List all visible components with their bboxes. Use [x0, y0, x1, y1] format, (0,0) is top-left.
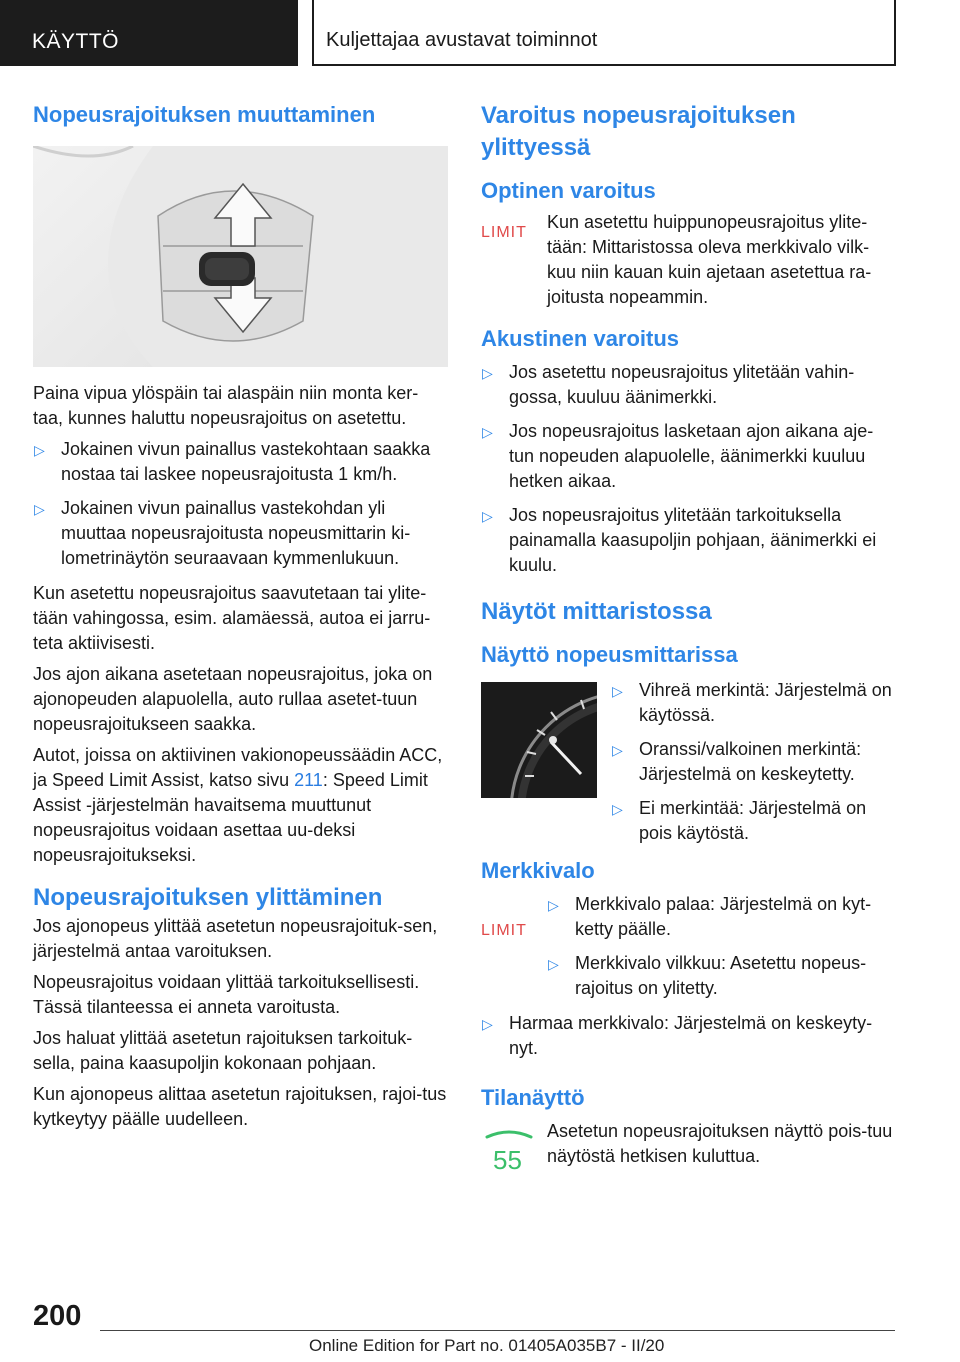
triangle-bullet-icon: ▷: [482, 1016, 493, 1032]
heading-warning: Varoitus nopeusrajoituksen ylittyessä: [481, 102, 796, 161]
list-item: ▷ Jokainen vivun painallus vastekohtaan saakka nostaa tai laskee nopeusrajoitusta 1 km/h.: [34, 439, 431, 484]
paragraph-exceed-warning: Jos ajonopeus ylittää asetetun nopeusrajoituk-sen, järjestelmä antaa varoituksen.: [33, 916, 438, 961]
chapter-title: Kuljettajaa avustavat toiminnot: [312, 0, 896, 66]
heading-changing-limit: Nopeusrajoituksen muuttaminen: [33, 102, 376, 127]
heading-optical-warning: Optinen varoitus: [481, 178, 656, 203]
list-item: ▷ Jokainen vivun painallus vastekohdan yli muuttaa nopeusrajoitusta nopeusmittarin ki-lometrinäytön seuraavaan kymmenlukuun.: [34, 498, 411, 568]
triangle-bullet-icon: ▷: [34, 501, 45, 517]
triangle-bullet-icon: ▷: [482, 508, 493, 524]
page-link-211[interactable]: 211: [294, 770, 323, 790]
speedometer-dial: [481, 682, 597, 798]
triangle-bullet-icon: ▷: [482, 365, 493, 381]
paragraph-set-during-drive: Jos ajon aikana asetetaan nopeusrajoitus, joka on ajonopeuden alapuolella, auto rullaa asetet-tuun nopeusrajoitukseen saakka.: [33, 664, 433, 734]
status-display-block: [481, 1119, 895, 1179]
list-item: ▷ Harmaa merkkivalo: Järjestelmä on keskeyty-nyt.: [482, 1013, 873, 1058]
heading-acoustic-warning: Akustinen varoitus: [481, 326, 680, 351]
triangle-bullet-icon: ▷: [612, 742, 623, 758]
list-item: ▷ Oranssi/valkoinen merkintä: Järjestelmä on keskeytetty.: [612, 739, 862, 784]
limit-indicator-icon: LIMIT: [481, 922, 527, 939]
steering-wheel-lever-image: [33, 146, 448, 367]
list-item: ▷ Ei merkintää: Järjestelmä on pois käytöstä.: [612, 798, 867, 843]
heading-instrument-displays: Näytöt mittaristossa: [481, 598, 712, 625]
triangle-bullet-icon: ▷: [34, 442, 45, 458]
section-label: KÄYTTÖ: [0, 0, 298, 66]
list-item: ▷ Merkkivalo vilkkuu: Asetettu nopeus-rajoitus on ylitetty.: [548, 953, 867, 998]
heading-status-display: Tilanäyttö: [481, 1085, 585, 1110]
bullet-list-lever: [33, 437, 448, 571]
paragraph-exceed-how: Jos haluat ylittää asetetun rajoituksen tarkoituk-sella, paina kaasupoljin kokonaan pohjaan.: [33, 1028, 413, 1073]
paragraph-acc: Autot, joissa on aktiivinen vakionopeussäädin ACC, ja Speed Limit Assist, katso sivu 211: Speed Limit Assist -järjestelmän havaitsema muuttunut nopeusrajoitus voidaan asettaa uu-deksi nopeusrajoitukseksi.: [33, 745, 443, 865]
edition-note: Online Edition for Part no. 01405A035B7 - II/20: [309, 1336, 665, 1355]
speed-limit-status-icon: [481, 1125, 537, 1180]
speedometer-block: [481, 678, 895, 846]
page-header: [0, 0, 960, 66]
triangle-bullet-icon: ▷: [612, 801, 623, 817]
optical-warning-block: [481, 210, 895, 310]
lever-illustration: [33, 146, 448, 367]
bullet-list-speedometer: [611, 678, 895, 846]
right-column: [481, 100, 895, 1179]
triangle-bullet-icon: ▷: [548, 956, 559, 972]
heading-indicator-light: Merkkivalo: [481, 858, 595, 883]
triangle-bullet-icon: ▷: [612, 683, 623, 699]
list-item: ▷ Vihreä merkintä: Järjestelmä on käytössä.: [612, 680, 892, 725]
limit-indicator-icon: LIMIT: [481, 224, 527, 241]
bullet-list-indicator: [547, 892, 895, 1001]
status-speed-value: 55: [493, 1145, 522, 1175]
list-item: ▷ Merkkivalo palaa: Järjestelmä on kyt-ketty päälle.: [548, 894, 872, 939]
bullet-list-grey: [481, 1011, 895, 1061]
paragraph-status-display: Asetetun nopeusrajoituksen näyttö pois-tuu näytöstä hetkisen kuluttua.: [547, 1121, 893, 1166]
bullet-list-acoustic: [481, 360, 895, 578]
paragraph-press-lever: Paina vipua ylöspäin tai alaspäin niin monta ker-taa, kunnes haluttu nopeusrajoitus on asetettu.: [33, 383, 419, 428]
page-number: 200: [33, 1300, 82, 1332]
paragraph-reached-limit: Kun asetettu nopeusrajoitus saavutetaan tai ylite-tään vahingossa, esim. alamäessä, autoa ei jarru-teta aktiivisesti.: [33, 583, 431, 653]
triangle-bullet-icon: ▷: [482, 424, 493, 440]
triangle-bullet-icon: ▷: [548, 897, 559, 913]
paragraph-exceed-intentional: Nopeusrajoitus voidaan ylittää tarkoituksellisesti. Tässä tilanteessa ei anneta varoitusta.: [33, 972, 420, 1017]
footer-divider: [100, 1330, 895, 1331]
heading-exceeding-limit: Nopeusrajoituksen ylittäminen: [33, 884, 383, 911]
paragraph-below-limit: Kun ajonopeus alittaa asetetun rajoituksen, rajoi-tus kytkeytyy päälle uudelleen.: [33, 1084, 447, 1129]
list-item: ▷ Jos nopeusrajoitus lasketaan ajon aikana aje-tun nopeuden alapuolelle, äänimerkki kuuluu hetken aikaa.: [482, 421, 874, 491]
indicator-block: [481, 892, 895, 1001]
paragraph-optical-warning: Kun asetettu huippunopeusrajoitus ylite-tään: Mittaristossa oleva merkkivalo vilk-kuu niin kauan kuin ajetaan asetettua ra-joitusta nopeammin.: [547, 212, 872, 307]
list-item: ▷ Jos nopeusrajoitus ylitetään tarkoituksella painamalla kaasupoljin pohjaan, äänimerkki ei kuulu.: [482, 505, 877, 575]
left-column: [33, 100, 448, 1138]
list-item: ▷ Jos asetettu nopeusrajoitus ylitetään vahin-gossa, kuuluu äänimerkki.: [482, 362, 855, 407]
heading-speedometer-display: Näyttö nopeusmittarissa: [481, 642, 738, 667]
speedometer-image: [481, 682, 597, 798]
